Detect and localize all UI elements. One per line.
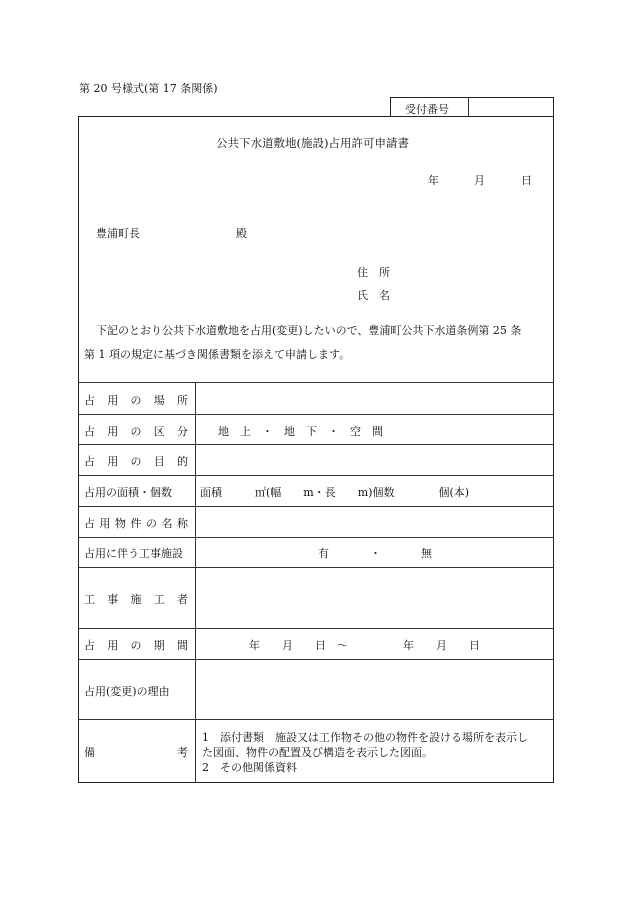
remarks-line-1: 1 添付書類 施設又は工作物その他の物件を設ける場所を表示し [202, 731, 528, 744]
object-name-label: 占 用 物 件 の 名 称 [84, 517, 188, 530]
works-no-option[interactable]: 無 [421, 547, 432, 560]
remarks-line-3: 2 その他関係資料 [202, 761, 297, 774]
object-name-field[interactable] [200, 515, 550, 529]
remarks-line-2: た図面、物件の配置及び構造を表示した図面。 [202, 746, 433, 759]
place-field[interactable] [200, 392, 550, 406]
works-label: 占用に伴う工事施設 [84, 547, 183, 560]
purpose-field[interactable] [200, 453, 550, 467]
place-label: 占 用 の 場 所 [84, 394, 188, 407]
reason-field[interactable] [200, 683, 550, 697]
addressee-name: 豊浦町長 [96, 227, 140, 240]
contractor-label: 工 事 施 工 者 [84, 593, 188, 606]
category-options[interactable]: 地 上 ・ 地 下 ・ 空 間 [218, 425, 383, 438]
period-label: 占 用 の 期 間 [84, 639, 188, 652]
body-text-line-1: 下記のとおり公共下水道敷地を占用(変更)したいので、豊浦町公共下水道条例第 25 条 [96, 324, 522, 337]
receipt-number-label: 受付番号 [405, 103, 449, 116]
contractor-field[interactable] [200, 591, 550, 605]
body-text-line-2: 第 1 項の規定に基づき関係書類を添えて申請します。 [84, 348, 351, 361]
addressee-honorific: 殿 [236, 227, 247, 240]
reason-label: 占用(変更)の理由 [84, 685, 170, 698]
area-field[interactable]: 面積 ㎡(幅 m・長 m)個数 個(本) [200, 486, 470, 499]
applicant-name-label: 氏 名 [357, 289, 390, 302]
works-yes-option[interactable]: 有 [318, 547, 329, 560]
works-separator: ・ [370, 547, 381, 560]
area-label: 占用の面積・個数 [84, 486, 172, 499]
date-day-label: 日 [521, 174, 532, 187]
date-year-label: 年 [428, 174, 439, 187]
applicant-address-label: 住 所 [357, 266, 390, 279]
receipt-number-field[interactable] [472, 101, 550, 115]
form-title: 公共下水道敷地(施設)占用許可申請書 [216, 136, 409, 150]
date-month-label: 月 [474, 174, 485, 187]
category-label: 占 用 の 区 分 [84, 425, 188, 438]
period-field[interactable]: 年 月 日 ～ 年 月 日 [249, 639, 480, 652]
purpose-label: 占 用 の 目 的 [84, 455, 188, 468]
form-number: 第 20 号様式(第 17 条関係) [79, 82, 218, 95]
remarks-label: 備 考 [84, 746, 188, 759]
